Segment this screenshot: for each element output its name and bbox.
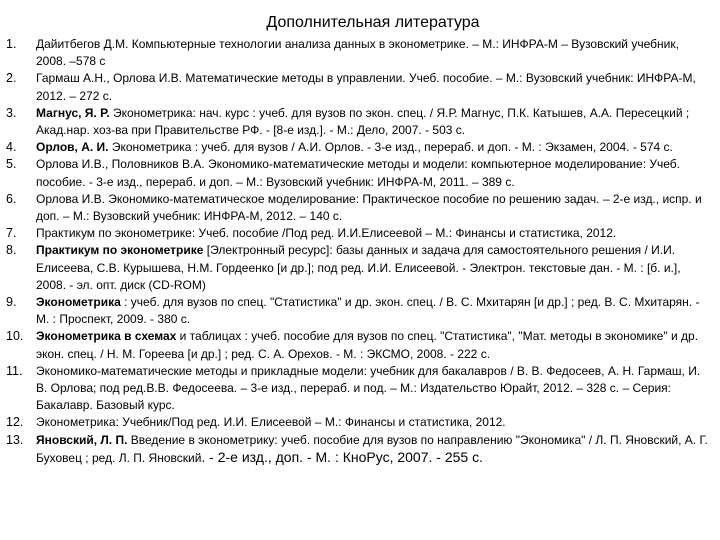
reference-item bbox=[6, 191, 710, 225]
reference-body: и таблицах : учеб. пособие для вузов по спец. "Статистика", "Мат. методы в экономике" и др. экон. спец. / Н. М. Гореева [и др.] ; ред. С. А. Орехов. - М. : ЭКСМО, 2008. - 222 с. bbox=[36, 329, 699, 361]
reference-text bbox=[36, 432, 710, 467]
reference-item bbox=[6, 225, 710, 242]
reference-number: 6. bbox=[6, 191, 17, 206]
reference-body: Орлова И.В., Половников В.А. Экономико-математические методы и модели: компьютерное моделирование: Учеб. пособие. - 3-е изд., перераб. и доп. – М.: Вузовский учебник: ИНФРА-М, 2011. – 389 с. bbox=[36, 157, 680, 189]
reference-item bbox=[6, 414, 710, 431]
reference-number: 11. bbox=[6, 363, 23, 378]
reference-text bbox=[36, 225, 710, 242]
reference-body: [Электронный ресурс]: базы данных и задача для самостоятельного решения / И.И. Елисеева, С.В. Курышева, Н.М. Гордеенко [и др.]; под ред. И.И. Елисеевой. - Электрон. текстовые дан. - М. : [б. и.], 2008. - эл. опт. диск (CD-ROM) bbox=[36, 243, 681, 292]
reference-item bbox=[6, 156, 710, 190]
page-title: Дополнительная литература bbox=[266, 14, 480, 31]
reference-body: Эконометрика : учеб. для вузов / А.И. Орлов. - 3-е изд., перераб. и доп. - М. : Экзамен, 2004. - 574 с. bbox=[108, 140, 673, 155]
reference-body: Экономико-математические методы и прикладные модели: учебник для бакалавров / В. В. Федосеев, А. Н. Гармаш, И. В. Орлова; под ред.В.В. Федосеева. – 3-е изд., перераб. и под. – М.: Издательство Юрайт, 2012. – 328 с. – Серия: Бакалавр. Базовый курс. bbox=[36, 363, 701, 413]
reference-author: Эконометрика bbox=[36, 295, 121, 310]
reference-body: : учеб. для вузов по спец. "Статистика" и др. экон. спец. / В. С. Мхитарян [и др.] ; ред. В. С. Мхитарян. - М. : Проспект, 2009. - 380 с. bbox=[36, 295, 700, 327]
reference-item bbox=[6, 139, 710, 156]
reference-number: 2. bbox=[6, 71, 17, 86]
reference-body: Гармаш А.Н., Орлова И.В. Математические методы в управлении. Учеб. пособие. – М.: Вузовский учебник: ИНФРА-М, 2012. – 272 с. bbox=[36, 71, 696, 103]
reference-text bbox=[36, 36, 710, 70]
reference-item bbox=[6, 363, 710, 415]
reference-text bbox=[36, 242, 710, 294]
reference-body: Орлова И.В. Экономико-математическое моделирование: Практическое пособие по решению задач. – 2-е изд., испр. и доп. – М.: Вузовский учебник: ИНФРА-М, 2012. – 140 с. bbox=[36, 191, 702, 224]
reference-text bbox=[36, 363, 710, 415]
reference-item bbox=[6, 294, 710, 328]
reference-body: Эконометрика: нач. курс : учеб. для вузов по экон. спец. / Я.Р. Магнус, П.К. Катышев, А.А. Пересецкий ; Акад.нар. хоз-ва при Правительстве РФ. - [8-е изд.]. - М.: Дело, 2007. - 503 с. bbox=[36, 105, 690, 138]
reference-author: Орлов, А. И. bbox=[36, 140, 109, 155]
reference-author: Практикум по эконометрике bbox=[36, 243, 204, 258]
reference-author: Магнус, Я. Р. bbox=[36, 105, 110, 120]
reference-number: 4. bbox=[6, 140, 17, 155]
reference-body-large: . - 2-е изд., доп. - М. : КноРус, 2007. - 255 с. bbox=[201, 448, 483, 465]
reference-body: Практикум по эконометрике: Учеб. пособие /Под ред. И.И.Елисеевой – М.: Финансы и статистика, 2012. bbox=[36, 226, 617, 241]
reference-text bbox=[36, 70, 710, 104]
reference-number: 13. bbox=[6, 432, 24, 447]
reference-item bbox=[6, 328, 710, 362]
reference-list bbox=[6, 36, 710, 467]
reference-number: 8. bbox=[6, 243, 17, 258]
reference-item bbox=[6, 432, 710, 467]
reference-body: Эконометрика: Учебник/Под ред. И.И. Елисеевой – М.: Финансы и статистика, 2012. bbox=[36, 415, 506, 430]
reference-number: 3. bbox=[6, 105, 17, 120]
reference-body: Дайитбегов Д.М. Компьютерные технологии анализа данных в эконометрике. – М.: ИНФРА-М – Вузовский учебник, 2008. –578 с bbox=[36, 37, 679, 69]
reference-text bbox=[36, 294, 710, 328]
reference-number: 10. bbox=[6, 329, 24, 344]
reference-text bbox=[36, 139, 710, 156]
reference-number: 9. bbox=[6, 295, 17, 310]
reference-author: Эконометрика в схемах bbox=[36, 329, 177, 344]
reference-item bbox=[6, 105, 710, 139]
reference-number: 1. bbox=[6, 37, 17, 51]
reference-text bbox=[36, 105, 710, 139]
reference-text bbox=[36, 414, 710, 431]
reference-text bbox=[36, 191, 710, 225]
reference-number: 5. bbox=[6, 157, 17, 172]
reference-text bbox=[36, 156, 710, 190]
reference-body: Введение в эконометрику: учеб. пособие для вузов по направлению "Экономика" / Л. П. Яновский, А. Г. Буховец ; ред. Л. П. Яновский bbox=[36, 432, 708, 465]
reference-number: 12. bbox=[6, 415, 24, 430]
reference-author: Яновский, Л. П. bbox=[36, 432, 128, 447]
reference-item bbox=[6, 36, 710, 70]
reference-item bbox=[6, 70, 710, 104]
reference-number: 7. bbox=[6, 226, 17, 241]
reference-item bbox=[6, 242, 710, 294]
reference-text bbox=[36, 328, 710, 362]
